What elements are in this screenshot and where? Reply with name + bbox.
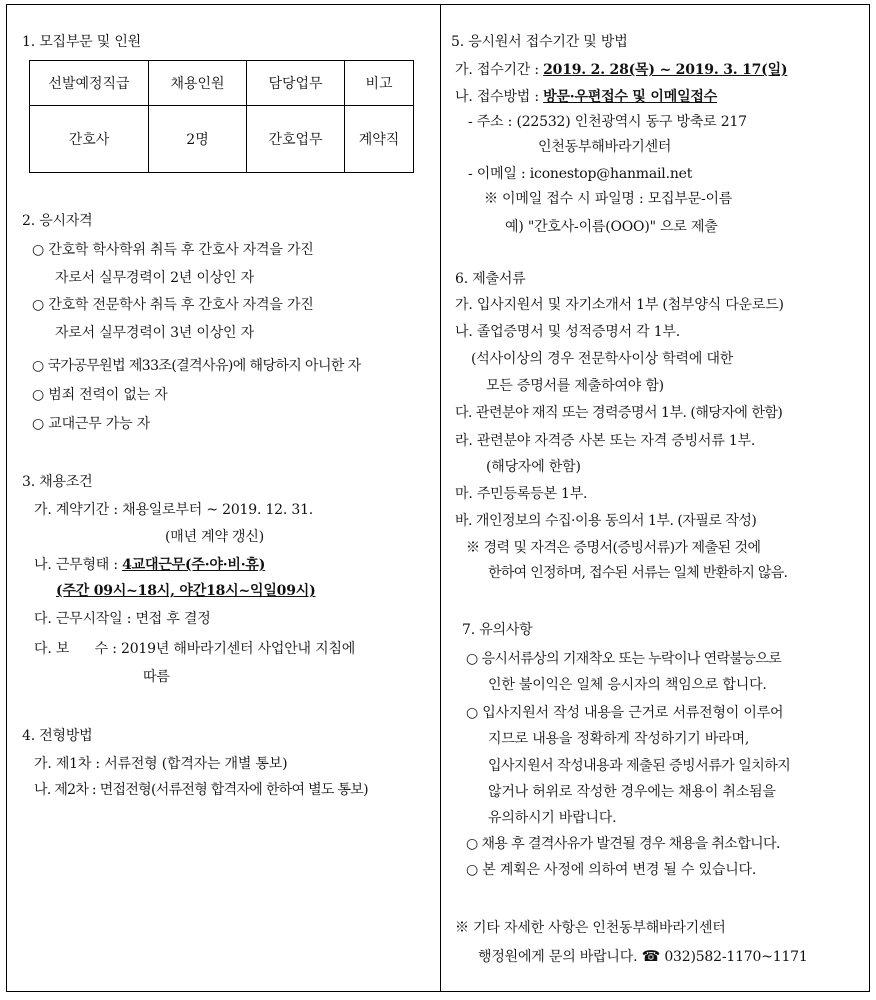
cell-remarks: 계약직 <box>345 106 414 173</box>
document-warning: ※ 경력 및 자격은 증명서(증빙서류)가 제출된 것에 <box>466 540 761 556</box>
qualification-item: ○ 범죄 전력이 없는 자 <box>32 387 168 403</box>
recruit-table <box>29 60 414 173</box>
caution-item-cont: 입사지원서 작성내용과 제출된 증빙서류가 일치하지 <box>488 758 791 774</box>
section5-title: 5. 응시원서 접수기간 및 방법 <box>451 34 628 50</box>
application-period <box>455 61 787 79</box>
work-type <box>34 556 265 574</box>
caution-item-cont: 않거나 허위로 작성한 경우에는 채용이 취소됨을 <box>488 784 776 800</box>
document-item: 나. 졸업증명서 및 성적증명서 각 1부. <box>455 324 680 340</box>
contract-period-note: (매년 계약 갱신) <box>165 529 264 545</box>
header-position: 선발예정직급 <box>30 61 149 106</box>
table-row <box>30 106 414 173</box>
cell-duty: 간호업무 <box>247 106 345 173</box>
qualification-item-cont: 자로서 실무경력이 2년 이상인 자 <box>55 270 254 286</box>
application-period-value: 2019. 2. 28(목) ~ 2019. 3. 17(일) <box>543 62 788 78</box>
document-item-note: (석사이상의 경우 전문학사이상 학력에 대한 <box>471 351 734 367</box>
header-count: 채용인원 <box>149 61 247 106</box>
email: - 이메일 : iconestop@hanmail.net <box>468 166 693 182</box>
pay: 다. 보 수 : 2019년 해바라기센터 사업안내 지침에 <box>34 641 356 657</box>
application-method <box>455 88 717 106</box>
qualification-item: ○ 교대근무 가능 자 <box>32 416 151 432</box>
start-date: 다. 근무시작일 : 면접 후 결정 <box>34 611 211 627</box>
footer-contact-label: 행정원에게 문의 바랍니다. <box>478 949 638 965</box>
telephone-icon: ☎ <box>641 947 661 965</box>
caution-item: ○ 입사지원서 작성 내용을 근거로 서류전형이 이루어 <box>466 705 784 721</box>
header-remarks: 비고 <box>345 61 414 106</box>
footer-phone: 032)582-1170~1171 <box>664 949 808 965</box>
pay-cont: 따름 <box>143 669 170 685</box>
document-item: 마. 주민등록등본 1부. <box>455 486 588 502</box>
column-divider <box>440 5 441 991</box>
document-item: 가. 입사지원서 및 자기소개서 1부 (첨부양식 다운로드) <box>455 297 784 313</box>
cell-position: 간호사 <box>30 106 149 173</box>
application-method-label: 나. 접수방법 : <box>455 89 544 105</box>
caution-item: ○ 응시서류상의 기재착오 또는 누락이나 연락불능으로 <box>466 651 782 667</box>
work-type-value: 4교대근무(주·야·비·휴) <box>122 557 266 573</box>
caution-item-cont: 지므로 내용을 정확하게 작성하기기 바라며, <box>488 731 750 747</box>
section2-title: 2. 응시자격 <box>22 213 93 229</box>
document-item-note: 모든 증명서를 제출하여야 함) <box>486 378 664 394</box>
screening-first: 가. 제1차 : 서류전형 (합격자는 개별 통보) <box>34 756 288 772</box>
table-header-row <box>30 61 414 106</box>
header-duty: 담당업무 <box>247 61 345 106</box>
address: - 주소 : (22532) 인천광역시 동구 방축로 217 <box>468 114 747 130</box>
document-item: 라. 관련분야 자격증 사본 또는 자격 증빙서류 1부. <box>455 433 756 449</box>
caution-item-cont: 인한 불이익은 일체 응시자의 책임으로 합니다. <box>488 677 767 693</box>
document-item-note: (해당자에 한함) <box>486 459 581 475</box>
footer-note: ※ 기타 자세한 사항은 인천동부해바라기센터 <box>455 920 726 936</box>
qualification-item: ○ 국가공무원법 제33조(결격사유)에 해당하지 아니한 자 <box>32 358 361 374</box>
caution-item: ○ 채용 후 결격사유가 발견될 경우 채용을 취소합니다. <box>466 836 780 852</box>
address-cont: 인천동부해바라기센터 <box>538 139 672 155</box>
work-hours: (주간 09시~18시, 야간18시~익일09시) <box>56 583 316 599</box>
caution-item-cont: 유의하시기 바랍니다. <box>488 810 617 826</box>
section1-title: 1. 모집부문 및 인원 <box>22 34 141 50</box>
footer-contact <box>478 947 808 966</box>
email-example: 예) "간호사-이름(OOO)" 으로 제출 <box>505 219 718 235</box>
qualification-item: ○ 간호학 전문학사 취득 후 간호사 자격을 가진 <box>32 297 314 313</box>
work-type-label: 나. 근무형태 : <box>34 557 123 573</box>
document-item: 다. 관련분야 재직 또는 경력증명서 1부. (해당자에 한함) <box>455 405 783 421</box>
cell-count: 2명 <box>149 106 247 173</box>
qualification-item-cont: 자로서 실무경력이 3년 이상인 자 <box>55 325 254 341</box>
section6-title: 6. 제출서류 <box>455 271 526 287</box>
document-item: 바. 개인정보의 수집·이용 동의서 1부. (자필로 작성) <box>455 513 757 529</box>
screening-second: 나. 제2차 : 면접전형(서류전형 합격자에 한하여 별도 통보) <box>34 782 368 798</box>
section3-title: 3. 채용조건 <box>22 474 93 490</box>
document-warning-cont: 한하여 인정하며, 접수된 서류는 일체 반환하지 않음. <box>488 565 788 581</box>
application-period-label: 가. 접수기간 : <box>455 62 544 78</box>
application-method-value: 방문·우편접수 및 이메일접수 <box>543 89 718 105</box>
section7-title: 7. 유의사항 <box>462 622 533 638</box>
section4-title: 4. 전형방법 <box>22 728 93 744</box>
email-note: ※ 이메일 접수 시 파일명 : 모집부문-이름 <box>484 191 733 207</box>
qualification-item: ○ 간호학 학사학위 취득 후 간호사 자격을 가진 <box>32 242 314 258</box>
contract-period: 가. 계약기간 : 채용일로부터 ~ 2019. 12. 31. <box>34 502 314 518</box>
caution-item: ○ 본 계획은 사정에 의하여 변경 될 수 있습니다. <box>466 862 757 878</box>
